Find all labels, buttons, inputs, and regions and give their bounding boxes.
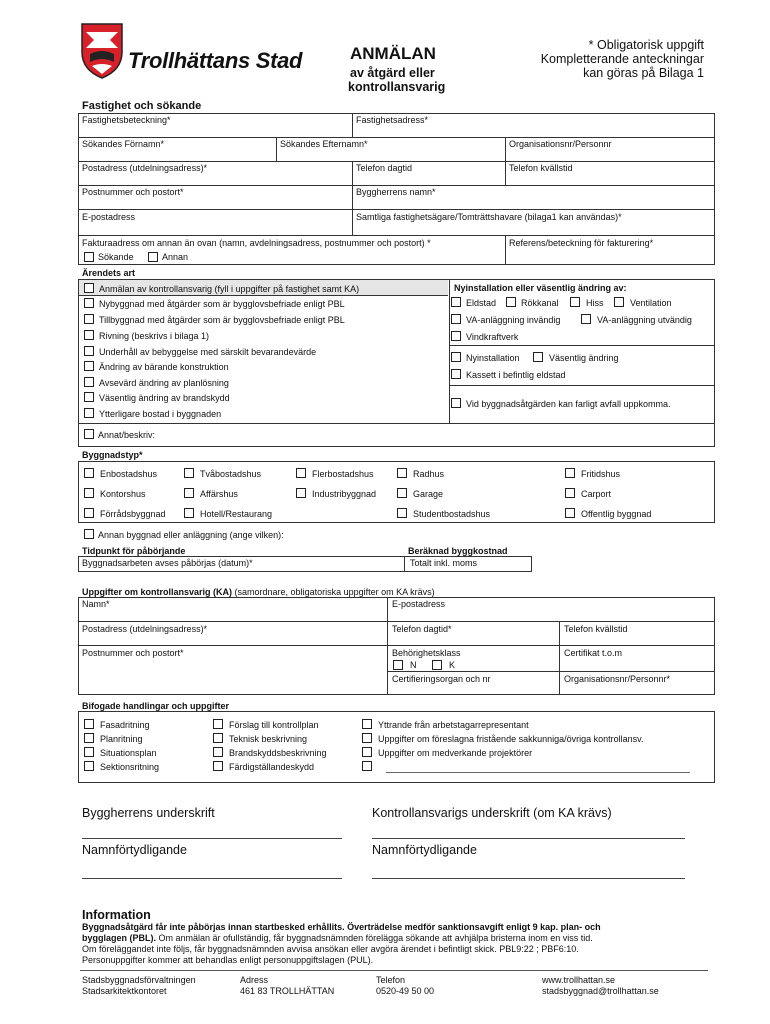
bifogade-label: Färdigställandeskydd xyxy=(229,762,315,772)
va-invandig-label: VA-anläggning invändig xyxy=(466,315,561,325)
byggnadstyp-label: Industribyggnad xyxy=(312,489,377,499)
property-section-title: Fastighet och sökande xyxy=(82,100,202,112)
farligt-avfall-label: Vid byggnadsåtgärden kan farligt avfall uppkomma. xyxy=(466,399,671,409)
byggnadstyp-label: Flerbostadshus xyxy=(312,469,374,479)
klass-k-checkbox[interactable] xyxy=(432,660,442,670)
field-byggherre[interactable]: Byggherrens namn* xyxy=(356,187,436,197)
field-referens[interactable]: Referens/beteckning för fakturering* xyxy=(509,238,654,248)
byggnadstyp-checkbox[interactable] xyxy=(296,468,306,478)
byggnadstyp-label: Garage xyxy=(413,489,444,499)
byggherre-signature-label: Byggherrens underskrift xyxy=(82,806,215,820)
footer-adress: 461 83 TROLLHÄTTAN xyxy=(240,986,335,996)
bifogade-checkbox[interactable] xyxy=(213,733,223,743)
form-subtitle-1: av åtgärd eller xyxy=(350,66,435,80)
ka-signature-label: Kontrollansvarigs underskrift (om KA krävs) xyxy=(372,806,612,820)
arende-option-label: Tillbyggnad med åtgärder som är bygglovsbefriade enligt PBL xyxy=(99,315,345,325)
footer-telefon: 0520-49 50 00 xyxy=(376,986,435,996)
bifogade-label: Brandskyddsbeskrivning xyxy=(229,748,327,758)
ka-field-certorgan[interactable]: Certifieringsorgan och nr xyxy=(392,674,491,684)
arende-option-checkbox[interactable] xyxy=(84,314,94,324)
byggnadstyp-label: Carport xyxy=(581,489,612,499)
org-name: Trollhättans Stad xyxy=(128,48,303,73)
ka-field-postnummer[interactable]: Postnummer och postort* xyxy=(82,648,184,658)
bifogade-other-line[interactable] xyxy=(386,772,690,773)
arende-option-checkbox[interactable] xyxy=(84,377,94,387)
byggnadstyp-checkbox[interactable] xyxy=(84,508,94,518)
supplement-note-1: Kompletterande anteckningar xyxy=(540,52,704,66)
bifogade-checkbox[interactable] xyxy=(84,747,94,757)
bifogade-label: Teknisk beskrivning xyxy=(229,734,308,744)
bifogade-other-checkbox[interactable] xyxy=(362,761,372,771)
bifogade-checkbox[interactable] xyxy=(362,719,372,729)
arende-option-checkbox[interactable] xyxy=(84,392,94,402)
ka-signature-line[interactable] xyxy=(372,838,685,839)
annan-byggnad-label[interactable]: Annan byggnad eller anläggning (ange vilken): xyxy=(98,530,284,540)
arende-option-label: Rivning (beskrivs i bilaga 1) xyxy=(99,331,210,341)
byggnadstyp-label: Fritidshus xyxy=(581,469,621,479)
byggnadstyp-checkbox[interactable] xyxy=(565,508,575,518)
byggnadstyp-checkbox[interactable] xyxy=(397,468,407,478)
field-agare[interactable]: Samtliga fastighetsägare/Tomträttshavare (bilaga1 kan användas)* xyxy=(356,212,622,222)
logo-area xyxy=(80,22,310,82)
byggnadstyp-label: Enbostadshus xyxy=(100,469,158,479)
arende-option-checkbox[interactable] xyxy=(84,283,94,293)
footer-divider xyxy=(80,970,708,971)
ka-field-behorighet: Behörighetsklass xyxy=(392,648,461,658)
byggnadstyp-checkbox[interactable] xyxy=(84,488,94,498)
vasentlig-andring-checkbox[interactable] xyxy=(533,352,543,362)
bifogade-label: Uppgifter om medverkande projektörer xyxy=(378,748,533,758)
kassett-checkbox[interactable] xyxy=(451,369,461,379)
mandatory-note: * Obligatorisk uppgift xyxy=(588,38,704,52)
kassett-label: Kassett i befintlig eldstad xyxy=(466,370,566,380)
byggnadstyp-checkbox[interactable] xyxy=(184,468,194,478)
ka-title-rest: (samordnare, obligatoriska uppgifter om KA krävs) xyxy=(234,587,435,597)
info-line-1: Byggnadsåtgärd får inte påbörjas innan startbesked erhållits. Överträdelse medför sanktionsavgift enligt 9 kap. plan- och xyxy=(82,922,601,932)
info-line-2-rest: Om anmälan är ofullständig, får byggnadsnämnden förelägga sökande att avhjälpa bristerna inom en viss tid. xyxy=(156,933,593,943)
annan-label: Annan xyxy=(162,252,189,262)
byggherre-signature-line[interactable] xyxy=(82,838,342,839)
sokande-checkbox[interactable] xyxy=(84,252,94,262)
namnfortydligande-line-2[interactable] xyxy=(372,878,685,879)
tidpunkt-title: Tidpunkt för påbörjande xyxy=(82,546,186,556)
eldstad-label: Eldstad xyxy=(466,298,497,308)
field-epost[interactable]: E-postadress xyxy=(82,212,136,222)
klass-n-checkbox[interactable] xyxy=(393,660,403,670)
nyinstallation-title: Nyinstallation eller väsentlig ändring av: xyxy=(454,283,627,293)
bifogade-checkbox[interactable] xyxy=(84,719,94,729)
ka-field-orgnr[interactable]: Organisationsnr/Personnr* xyxy=(564,674,671,684)
field-orgnr[interactable]: Organisationsnr/Personnr xyxy=(509,139,612,149)
byggnadstyp-checkbox[interactable] xyxy=(184,508,194,518)
arende-option-checkbox[interactable] xyxy=(84,361,94,371)
arende-option-label: Anmälan av kontrollansvarig (fyll i uppgifter på fastighet samt KA) xyxy=(99,284,360,294)
field-fornamn[interactable]: Sökandes Förnamn* xyxy=(82,139,165,149)
bifogade-title: Bifogade handlingar och uppgifter xyxy=(82,701,229,711)
info-line-2-bold: bygglagen (PBL). xyxy=(82,933,156,943)
field-fastighetsbeteckning[interactable]: Fastighetsbeteckning* xyxy=(82,115,171,125)
arende-option-checkbox[interactable] xyxy=(84,346,94,356)
farligt-avfall-checkbox[interactable] xyxy=(451,398,461,408)
ka-field-tel-kvall[interactable]: Telefon kvällstid xyxy=(564,624,628,634)
byggnadstyp-label: Affärshus xyxy=(200,489,238,499)
bifogade-checkbox[interactable] xyxy=(362,733,372,743)
footer-telefon-label: Telefon xyxy=(376,975,406,985)
arende-option-label: Ändring av bärande konstruktion xyxy=(99,362,229,372)
byggnadstyp-checkbox[interactable] xyxy=(397,508,407,518)
field-byggkostnad[interactable]: Totalt inkl. moms xyxy=(410,558,478,568)
info-line-2 xyxy=(82,933,593,944)
ventilation-checkbox[interactable] xyxy=(614,297,624,307)
byggnadstyp-label: Förrådsbyggnad xyxy=(100,509,166,519)
footer-org-2: Stadsarkitektkontoret xyxy=(82,986,167,996)
field-efternamn[interactable]: Sökandes Efternamn* xyxy=(280,139,368,149)
field-postnummer[interactable]: Postnummer och postort* xyxy=(82,187,184,197)
sokande-label: Sökande xyxy=(98,252,134,262)
field-fastighetsadress[interactable]: Fastighetsadress* xyxy=(356,115,429,125)
klass-k-label: K xyxy=(449,660,456,670)
arende-option-checkbox[interactable] xyxy=(84,408,94,418)
info-title: Information xyxy=(82,908,151,922)
ka-field-namn[interactable]: Namn* xyxy=(82,599,110,609)
bifogade-checkbox[interactable] xyxy=(213,747,223,757)
field-telefon-kvallstid[interactable]: Telefon kvällstid xyxy=(509,163,573,173)
hiss-label: Hiss xyxy=(586,298,604,308)
arende-option-label: Nybyggnad med åtgärder som är bygglovsbefriade enligt PBL xyxy=(99,299,345,309)
footer-adress-label: Adress xyxy=(240,975,269,985)
annan-checkbox[interactable] xyxy=(148,252,158,262)
byggnadstyp-label: Tvåbostadshus xyxy=(200,469,262,479)
klass-n-label: N xyxy=(410,660,417,670)
vasentlig-andring-label: Väsentlig ändring xyxy=(549,353,619,363)
nyinstallation-checkbox[interactable] xyxy=(451,352,461,362)
rokkanal-checkbox[interactable] xyxy=(506,297,516,307)
ka-field-certifikat[interactable]: Certifikat t.o.m xyxy=(564,648,623,658)
namnfortydligande-line-1[interactable] xyxy=(82,878,342,879)
ventilation-label: Ventilation xyxy=(630,298,672,308)
ka-field-epost[interactable]: E-postadress xyxy=(392,599,446,609)
arende-option-label: Väsentlig ändring av brandskydd xyxy=(99,393,230,403)
vindkraft-checkbox[interactable] xyxy=(451,331,461,341)
vindkraft-label: Vindkraftverk xyxy=(466,332,519,342)
arende-option-label: Avsevärd ändring av planlösning xyxy=(99,378,229,388)
va-invandig-checkbox[interactable] xyxy=(451,314,461,324)
footer-email-link[interactable]: stadsbyggnad@trollhattan.se xyxy=(542,986,659,996)
bifogade-label: Situationsplan xyxy=(100,748,157,758)
bifogade-label: Yttrande från arbetstagarrepresentant xyxy=(378,720,529,730)
byggnadstyp-checkbox[interactable] xyxy=(565,468,575,478)
annat-label[interactable]: Annat/beskriv: xyxy=(98,430,156,440)
form-title: ANMÄLAN xyxy=(350,44,436,63)
bifogade-checkbox[interactable] xyxy=(362,747,372,757)
ka-title-bold: Uppgifter om kontrollansvarig (KA) xyxy=(82,587,233,597)
eldstad-checkbox[interactable] xyxy=(451,297,461,307)
annan-byggnad-checkbox[interactable] xyxy=(84,529,94,539)
bifogade-label: Uppgifter om föreslagna fristående sakkunniga/övriga kontrollansv. xyxy=(378,734,644,744)
supplement-note-2: kan göras på Bilaga 1 xyxy=(583,66,704,80)
byggnadstyp-label: Radhus xyxy=(413,469,445,479)
byggnadstyp-checkbox[interactable] xyxy=(296,488,306,498)
ka-field-tel-dag[interactable]: Telefon dagtid* xyxy=(392,624,452,634)
field-telefon-dagtid[interactable]: Telefon dagtid xyxy=(356,163,413,173)
footer-org-1: Stadsbyggnadsförvaltningen xyxy=(82,975,196,985)
arende-option-checkbox[interactable] xyxy=(84,330,94,340)
byggnadstyp-label: Kontorshus xyxy=(100,489,146,499)
crest-icon xyxy=(80,22,124,80)
byggnadstyp-label: Hotell/Restaurang xyxy=(200,509,273,519)
nyinstallation-label: Nyinstallation xyxy=(466,353,520,363)
rokkanal-label: Rökkanal xyxy=(521,298,559,308)
namnfortydligande-label-1: Namnförtydligande xyxy=(82,843,187,857)
arende-option-checkbox[interactable] xyxy=(84,298,94,308)
byggnadstyp-title: Byggnadstyp* xyxy=(82,450,143,460)
bifogade-label: Fasadritning xyxy=(100,720,150,730)
bifogade-checkbox[interactable] xyxy=(84,733,94,743)
bifogade-checkbox[interactable] xyxy=(84,761,94,771)
info-line-3: Om föreläggandet inte följs, får byggnadsnämnden avvisa ansökan eller avgöra ärendet i befintligt skick. PBL9:22 ; PBF6:10. xyxy=(82,944,579,954)
annat-checkbox[interactable] xyxy=(84,429,94,439)
info-line-4: Personuppgifter kommer att behandlas enligt personuppgiftslagen (PUL). xyxy=(82,955,374,965)
field-fakturaadress[interactable]: Fakturaadress om annan än ovan (namn, avdelningsadress, postnummer och postort) * xyxy=(82,238,431,248)
arende-option-label: Ytterligare bostad i byggnaden xyxy=(99,409,222,419)
field-startdatum[interactable]: Byggnadsarbeten avses påbörjas (datum)* xyxy=(82,558,253,568)
hiss-checkbox[interactable] xyxy=(570,297,580,307)
field-postadress[interactable]: Postadress (utdelningsadress)* xyxy=(82,163,208,173)
ka-field-postadress[interactable]: Postadress (utdelningsadress)* xyxy=(82,624,208,634)
byggnadstyp-checkbox[interactable] xyxy=(184,488,194,498)
byggnadstyp-checkbox[interactable] xyxy=(397,488,407,498)
bifogade-label: Planritning xyxy=(100,734,143,744)
byggkostnad-title: Beräknad byggkostnad xyxy=(408,546,508,556)
footer-web-link[interactable]: www.trollhattan.se xyxy=(542,975,616,985)
bifogade-checkbox[interactable] xyxy=(213,719,223,729)
bifogade-label: Sektionsritning xyxy=(100,762,160,772)
byggnadstyp-label: Offentlig byggnad xyxy=(581,509,652,519)
arende-section-title: Ärendets art xyxy=(82,268,136,278)
va-utvandig-label: VA-anläggning utvändig xyxy=(597,315,692,325)
byggnadstyp-checkbox[interactable] xyxy=(84,468,94,478)
bifogade-label: Förslag till kontrollplan xyxy=(229,720,319,730)
bifogade-checkbox[interactable] xyxy=(213,761,223,771)
va-utvandig-checkbox[interactable] xyxy=(581,314,591,324)
byggnadstyp-checkbox[interactable] xyxy=(565,488,575,498)
form-subtitle-2: kontrollansvarig xyxy=(348,80,446,94)
byggnadstyp-label: Studentbostadshus xyxy=(413,509,491,519)
arende-option-label: Underhåll av bebyggelse med särskilt bevarandevärde xyxy=(99,347,317,357)
namnfortydligande-label-2: Namnförtydligande xyxy=(372,843,477,857)
